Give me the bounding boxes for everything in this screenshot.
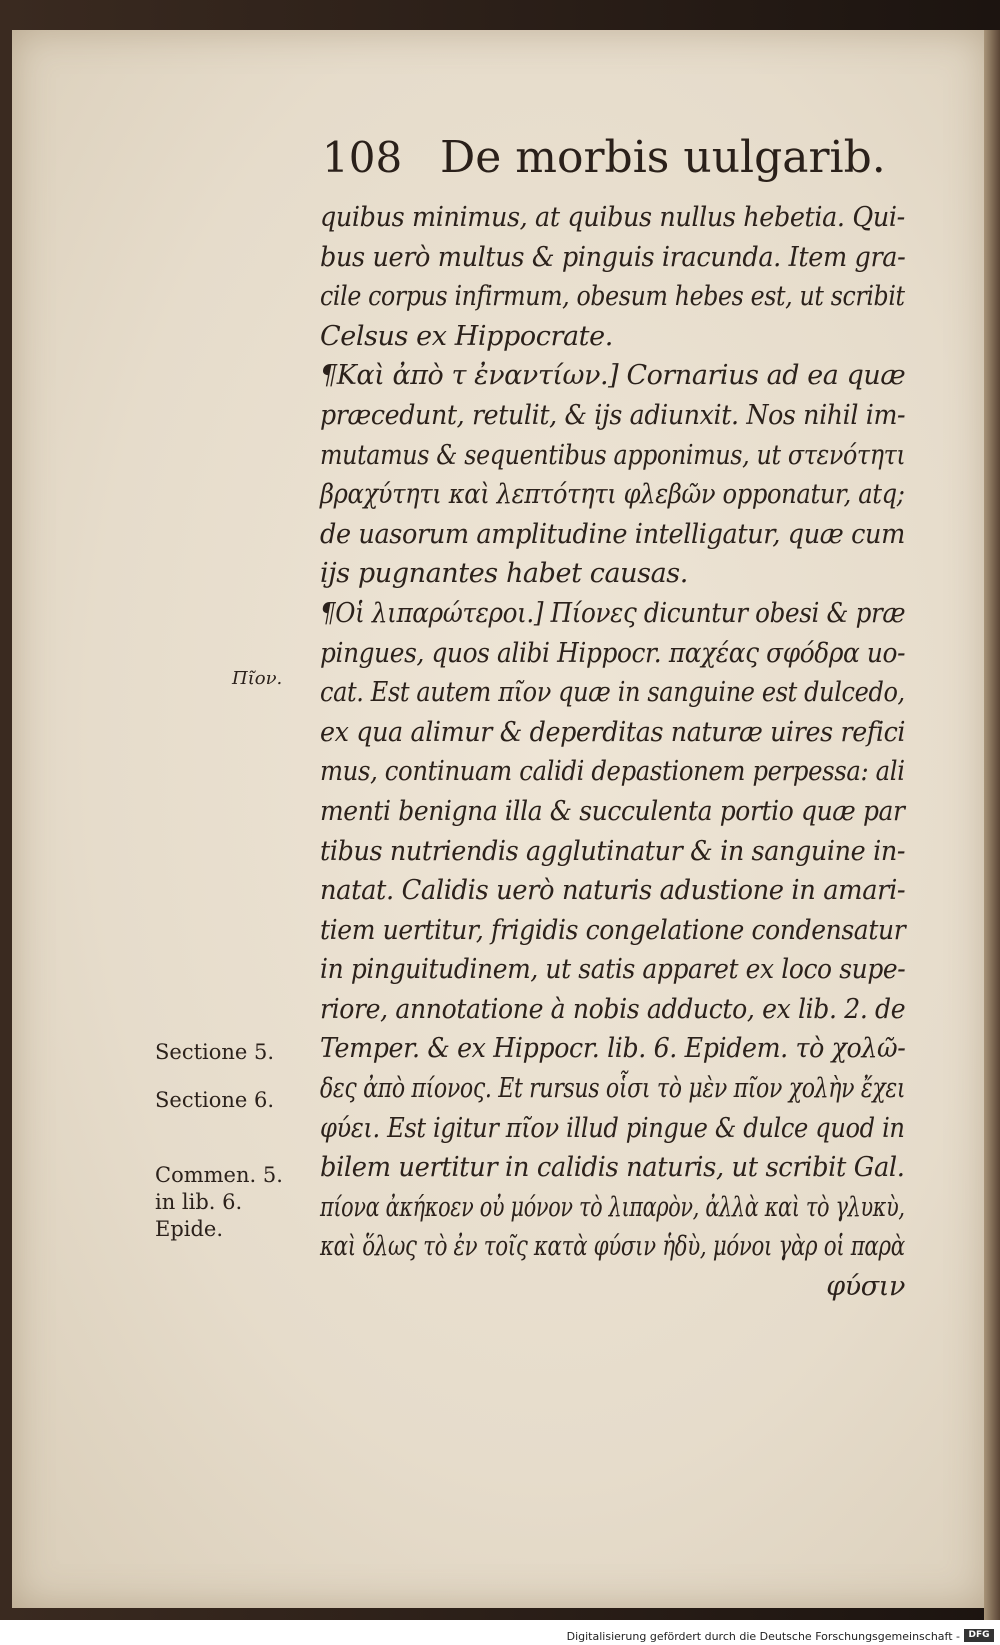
text-line: φύσιν [826, 1271, 905, 1303]
marginal-note-commentary: Commen. 5. in lib. 6. Epide. [155, 1163, 283, 1241]
text-line: bilem uertitur in calidis naturis, ut scribit Gal. [320, 1152, 905, 1184]
marginal-note-sectione-6: Sectione 6. [155, 1088, 275, 1112]
text-line: cat. Est autem πῖον quæ in sanguine est dulcedo, [320, 677, 905, 709]
text-line: præcedunt, retulit, & ijs adiunxit. Nos nihil im- [320, 399, 906, 431]
dfg-logo: DFG [964, 1629, 994, 1642]
text-line: πίονα ἀκήκοεν οὐ μόνον τὸ λιπαρὸν, ἀλλὰ καὶ τὸ γλυκὺ, [320, 1191, 905, 1223]
text-line: ijs pugnantes habet causas. [320, 558, 688, 590]
page-edge [984, 30, 1000, 1620]
text-line: in pinguitudinem, ut satis apparet ex loco supe- [320, 954, 906, 986]
text-line: menti benigna illa & succulenta portio quæ par [320, 795, 905, 827]
text-line: quibus minimus, at quibus nullus hebetia. Qui- [320, 202, 905, 233]
text-line: cile corpus infirmum, obesum hebes est, ut scribit [320, 281, 905, 313]
text-line: pingues, quos alibi Hippocr. παχέας σφόδρα uo- [320, 637, 906, 669]
marginal-note-pion: Πῖον. [232, 668, 283, 689]
page-header [322, 128, 922, 188]
text-line: tibus nutriendis agglutinatur & in sanguine in- [320, 835, 906, 867]
body-text [320, 198, 905, 1307]
text-line: ¶Οἱ λιπαρώτεροι.] Πίονες dicuntur obesi & præ [320, 597, 906, 629]
text-line: bus uerò multus & pinguis iracunda. Item gra- [320, 241, 906, 273]
marginal-note-sectione-5: Sectione 5. [155, 1040, 275, 1064]
text-line: δες ἀπὸ πίονος. Et rursus οἷσι τὸ μὲν πῖον χολὴν ἔχει [320, 1073, 906, 1105]
text-line: de uasorum amplitudine intelligatur, quæ cum [320, 518, 905, 550]
text-line: φύει. Est igitur πῖον illud pingue & dulce quod in [320, 1112, 905, 1144]
text-line: riore, annotatione à nobis adducto, ex lib. 2. de [320, 993, 906, 1025]
page-number: 108 [322, 133, 403, 182]
text-line: Temper. & ex Hippocr. lib. 6. Epidem. τὸ χολῶ- [320, 1033, 906, 1065]
funding-credit: Digitalisierung gefördert durch die Deutsche Forschungsgemeinschaft - [566, 1630, 960, 1643]
text-line: mus, continuam calidi depastionem perpessa: ali [320, 756, 905, 788]
text-line: ex qua alimur & deperditas naturæ uires refici [320, 716, 906, 748]
text-line: tiem uertitur, frigidis congelatione condensatur [320, 914, 906, 946]
text-line: καὶ ὅλως τὸ ἐν τοῖς κατὰ φύσιν ἡδὺ, μόνοι γὰρ οἱ παρὰ [320, 1231, 905, 1263]
running-title: De morbis uulgarib. [440, 132, 886, 183]
text-line: natat. Calidis uerò naturis adustione in amari- [320, 875, 906, 907]
text-line: βραχύτητι καὶ λεπτότητι φλεβῶν opponatur, atq; [320, 479, 905, 511]
text-line: ¶Καὶ ἀπὸ τ ἐναντίων.] Cornarius ad ea quæ [320, 360, 906, 392]
text-line: mutamus & sequentibus apponimus, ut στενότητι [320, 439, 906, 471]
text-line: Celsus ex Hippocrate. [320, 320, 613, 352]
